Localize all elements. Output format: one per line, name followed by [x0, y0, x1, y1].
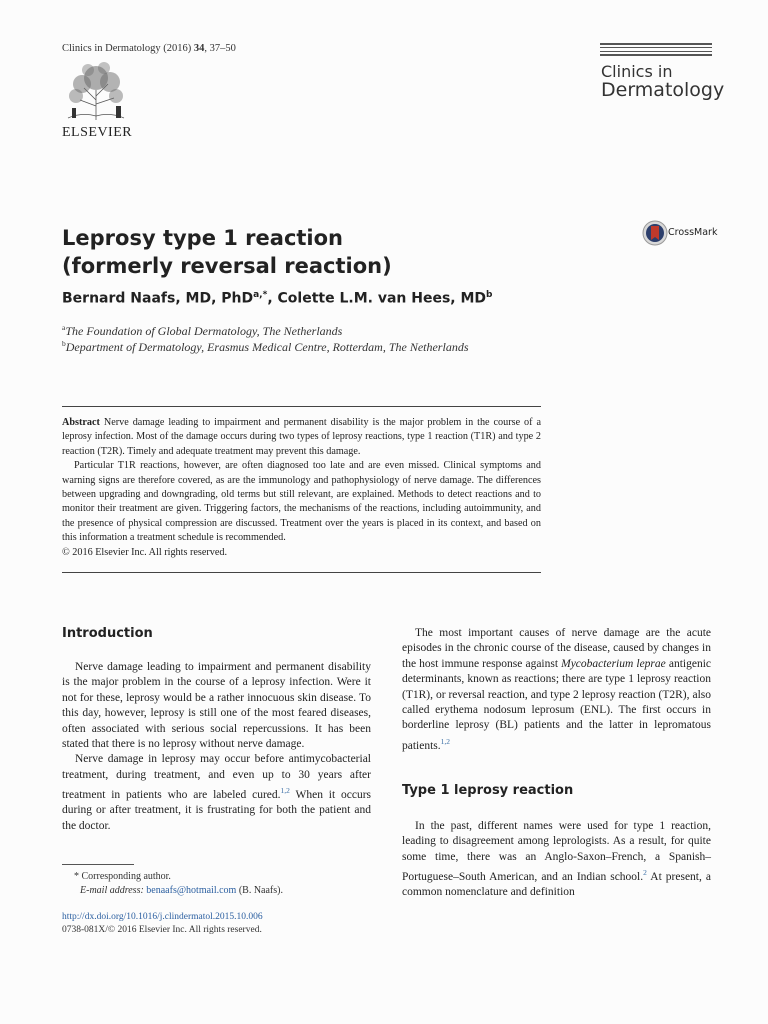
abstract-top-rule [62, 406, 541, 407]
doi-link[interactable]: http://dx.doi.org/10.1016/j.clindermatol.2015.10.006 [62, 912, 263, 922]
introduction-body: Nerve damage leading to impairment and permanent disability is the major problem in the course of a leprosy infection. Were it not for these, leprosy would be a rather innocuous skin disease. To this day, however, leprosy is still one of the most feared diseases, often associated with serious social repercussions. It has been stated that there is no leprosy without nerve damage. Nerve damage in leprosy may occur before antimycobacterial treatment, during treatment, and even up to 30 years after treatment in patients who are labeled cured.$^{1,2}$ When it occurs during or after treatment, it is frustrating for both the patient and the doctor. [62, 661, 371, 832]
article-title: Leprosy type 1 reaction (formerly reversal reaction) [62, 226, 392, 278]
journal-brand-line1: Clinics in [601, 62, 673, 81]
email-link[interactable]: benaafs@hotmail.com [146, 885, 237, 896]
citation-link[interactable]: 2 [643, 868, 647, 878]
author-list: Bernard Naafs, MD, PhD$^{a,*}$, Colette L.M. van Hees, $MD^b$ [62, 290, 493, 307]
introduction-heading: Introduction [62, 626, 153, 641]
right-column-intro: The most important causes of nerve damage are the acute episodes in the chronic course of the disease, caused by changes in the host immune response against Mycobacterium leprae antigenic determinants, known as reactions; there are type 1 leprosy reaction (T1R), or reversal reaction, and type 2 leprosy reaction (T2R), also called erythema nodosum leprosum (ENL). The first occurs in borderline leprosy (BL) patients and the latter in lepromatous patients.$^{1,2}$ [402, 627, 711, 752]
citation-link[interactable]: 1,2 [280, 786, 290, 796]
footnote-rule [62, 864, 134, 865]
journal-brand-line2: Dermatology [601, 79, 725, 101]
publisher-name: ELSEVIER [62, 125, 133, 140]
journal-citation: Clinics in Dermatology (2016) 34, 37–50 [62, 43, 236, 54]
journal-brand-rules [600, 43, 712, 58]
crossmark-label[interactable]: CrossMark [668, 227, 718, 238]
citation-link[interactable]: 1,2 [440, 736, 451, 746]
affiliation-b: $^b$Department of Dermatology, Erasmus Medical Centre, Rotterdam, The Netherlands [62, 339, 469, 354]
type1-heading: Type 1 leprosy reaction [402, 783, 574, 798]
abstract: Abstract Nerve damage leading to impairment and permanent disability is the major problem in the course of a leprosy infection. Most of the damage occurs during two types of leprosy reactions, type 1 reaction (T1R) and type 2 reaction (T2R). Timely and adequate treatment may prevent this damage. Particular T1R reactions, however, are often diagnosed too late and are even missed. Clinical symptoms and warning signs are therefore covered, as are the immunology and pathophysiology of nerve damage. The differences between upgrading and downgrading, old terms but still relevant, are explained. Methods to detect reactions and to monitor their treatment are given. Triggering factors, the mechanisms of the reactions, including autoimmunity, and the presence of physical compression are discussed. Treatment over the years is placed in its context, and based on this information a treatment schedule is recommended. © 2016 Elsevier Inc. All rights reserved. [62, 417, 541, 558]
affiliation-a: $^a$The Foundation of Global Dermatology, The Netherlands [62, 323, 343, 338]
abstract-bottom-rule [62, 572, 541, 573]
article-footer: http://dx.doi.org/10.1016/j.clindermatol.2015.10.006 0738-081X/© 2016 Elsevier Inc. All rights reserved. [62, 912, 263, 935]
type1-body: In the past, different names were used for type 1 reaction, leading to disagreement among leprologists. As a result, for quite some time, there was an Anglo-Saxon–French, a Spanish–Portuguese–South American, and an Indian school.$^2$ At present, a common nomenclature and definition [402, 820, 711, 899]
footnote: * Corresponding author. E-mail address: benaafs@hotmail.com (B. Naafs). [74, 871, 283, 896]
elsevier-tree-logo-icon [62, 60, 130, 122]
